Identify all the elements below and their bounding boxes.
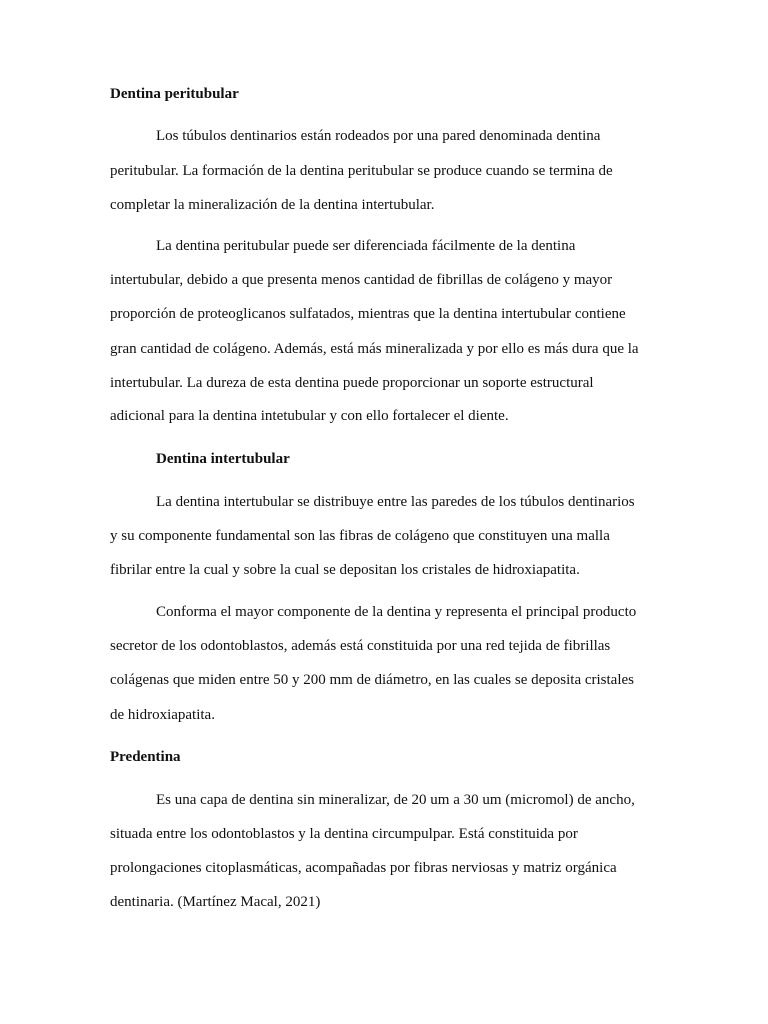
paragraph-line: adicional para la dentina intetubular y con ello fortalecer el diente.: [110, 408, 509, 424]
paragraph-line: dentinaria. (Martínez Macal, 2021): [110, 894, 321, 910]
paragraph-line: Conforma el mayor componente de la dentina y representa el principal producto: [156, 604, 637, 620]
paragraph-line: y su componente fundamental son las fibras de colágeno que constituyen una malla: [110, 528, 610, 544]
paragraph-line: secretor de los odontoblastos, además está constituida por una red tejida de fibrillas: [110, 638, 611, 654]
paragraph-line: completar la mineralización de la dentina intertubular.: [110, 197, 435, 213]
paragraph-line: peritubular. La formación de la dentina peritubular se produce cuando se termina de: [110, 163, 613, 179]
paragraph-line: intertubular, debido a que presenta menos cantidad de fibrillas de colágeno y mayor: [110, 272, 613, 288]
section-heading: Dentina intertubular: [156, 451, 290, 467]
paragraph-line: colágenas que miden entre 50 y 200 mm de diámetro, en las cuales se deposita cristales: [110, 672, 634, 688]
paragraph-line: La dentina intertubular se distribuye entre las paredes de los túbulos dentinarios: [156, 494, 635, 510]
section-heading: Dentina peritubular: [110, 86, 239, 102]
paragraph-line: fibrilar entre la cual y sobre la cual se depositan los cristales de hidroxiapatita.: [110, 562, 580, 578]
paragraph-line: prolongaciones citoplasmáticas, acompañadas por fibras nerviosas y matriz orgánica: [110, 860, 617, 876]
paragraph-line: situada entre los odontoblastos y la dentina circumpulpar. Está constituida por: [110, 826, 578, 842]
paragraph-line: Es una capa de dentina sin mineralizar, de 20 um a 30 um (micromol) de ancho,: [156, 792, 635, 808]
paragraph-line: proporción de proteoglicanos sulfatados, mientras que la dentina intertubular contiene: [110, 306, 626, 322]
paragraph-line: La dentina peritubular puede ser diferenciada fácilmente de la dentina: [156, 238, 576, 254]
paragraph-line: Los túbulos dentinarios están rodeados por una pared denominada dentina: [156, 128, 601, 144]
paragraph-line: gran cantidad de colágeno. Además, está más mineralizada y por ello es más dura que la: [110, 341, 639, 357]
section-heading: Predentina: [110, 749, 181, 765]
paragraph-line: de hidroxiapatita.: [110, 707, 215, 723]
paragraph-line: intertubular. La dureza de esta dentina puede proporcionar un soporte estructural: [110, 375, 594, 391]
